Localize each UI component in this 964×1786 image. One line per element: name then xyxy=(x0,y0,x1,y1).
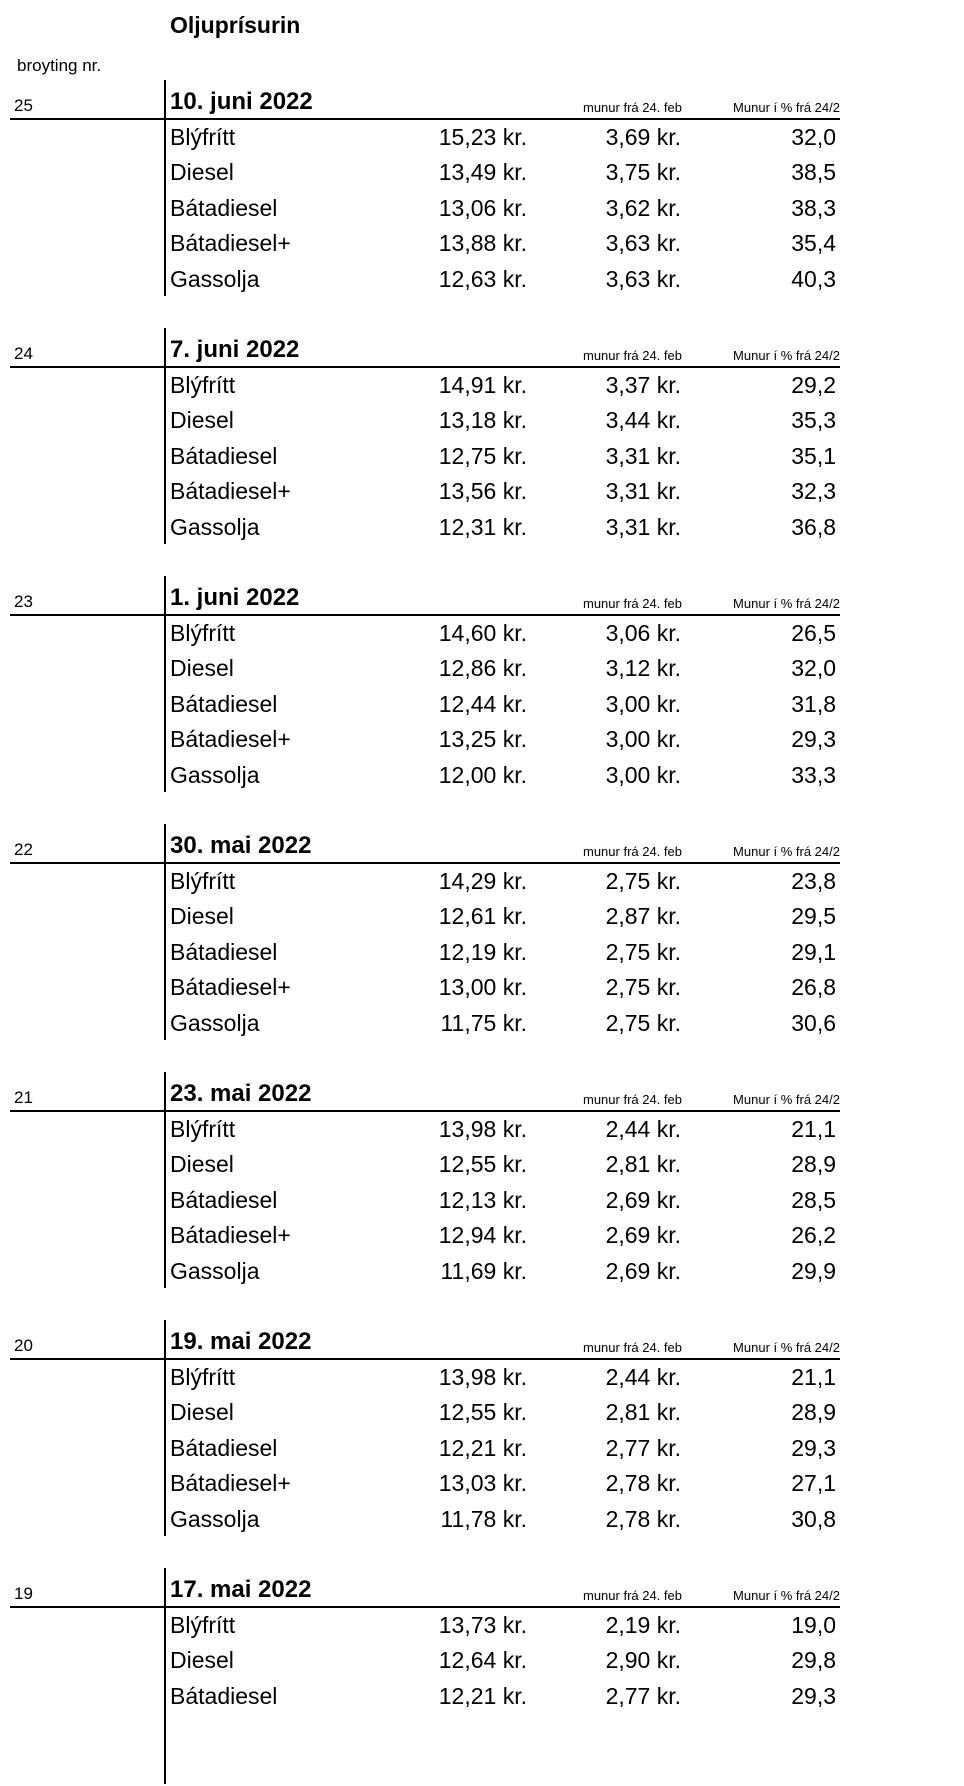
price-difference: 3,63 kr. xyxy=(605,266,681,292)
fuel-name: Blýfrítt xyxy=(170,1364,236,1390)
fuel-name: Diesel xyxy=(170,1647,234,1673)
fuel-row xyxy=(0,1218,964,1253)
price-difference: 3,31 kr. xyxy=(605,443,681,469)
percent-difference: 32,0 xyxy=(791,124,836,150)
fuel-row xyxy=(0,1431,964,1466)
fuel-name: Diesel xyxy=(170,903,234,929)
percent-difference: 21,1 xyxy=(791,1116,836,1142)
fuel-price: 13,56 kr. xyxy=(438,478,527,504)
price-block xyxy=(0,328,964,546)
percent-difference: 30,6 xyxy=(791,1010,836,1036)
fuel-name: Blýfrítt xyxy=(170,1612,236,1638)
fuel-price: 12,31 kr. xyxy=(438,514,527,540)
fuel-name: Bátadiesel+ xyxy=(170,478,291,504)
fuel-price: 13,06 kr. xyxy=(438,195,527,221)
fuel-price: 13,49 kr. xyxy=(438,159,527,185)
block-date: 17. mai 2022 xyxy=(170,1576,312,1603)
fuel-name: Bátadiesel xyxy=(170,1435,278,1461)
percent-difference: 38,3 xyxy=(791,195,836,221)
price-difference: 2,78 kr. xyxy=(605,1470,681,1496)
fuel-price: 14,91 kr. xyxy=(438,372,527,398)
percent-difference: 28,9 xyxy=(791,1399,836,1425)
percent-difference: 28,5 xyxy=(791,1187,836,1213)
block-date: 23. mai 2022 xyxy=(170,1080,312,1107)
price-difference: 2,81 kr. xyxy=(605,1399,681,1425)
fuel-price: 13,25 kr. xyxy=(438,726,527,752)
fuel-name: Gassolja xyxy=(170,1506,260,1532)
price-difference: 2,75 kr. xyxy=(605,1010,681,1036)
price-block xyxy=(0,1072,964,1290)
change-number: 19 xyxy=(14,1584,33,1603)
fuel-name: Bátadiesel xyxy=(170,1683,278,1709)
block-date: 1. juni 2022 xyxy=(170,584,300,611)
change-number: 21 xyxy=(14,1088,33,1107)
fuel-price: 13,18 kr. xyxy=(438,407,527,433)
percent-column-header: Munur í % frá 24/2 xyxy=(733,1588,840,1603)
fuel-name: Bátadiesel xyxy=(170,1187,278,1213)
price-difference: 3,12 kr. xyxy=(605,655,681,681)
fuel-price: 12,00 kr. xyxy=(438,762,527,788)
percent-difference: 19,0 xyxy=(791,1612,836,1638)
price-difference: 3,69 kr. xyxy=(605,124,681,150)
fuel-price: 13,98 kr. xyxy=(438,1364,527,1390)
percent-difference: 35,1 xyxy=(791,443,836,469)
fuel-price: 12,13 kr. xyxy=(438,1187,527,1213)
price-block xyxy=(0,80,964,298)
percent-difference: 29,3 xyxy=(791,1683,836,1709)
price-difference: 2,75 kr. xyxy=(605,868,681,894)
fuel-price: 12,55 kr. xyxy=(438,1151,527,1177)
fuel-name: Gassolja xyxy=(170,514,260,540)
fuel-name: Diesel xyxy=(170,1151,234,1177)
fuel-row xyxy=(0,1466,964,1501)
price-block xyxy=(0,1320,964,1538)
price-difference: 2,44 kr. xyxy=(605,1364,681,1390)
percent-difference: 23,8 xyxy=(791,868,836,894)
fuel-price: 13,98 kr. xyxy=(438,1116,527,1142)
percent-difference: 28,9 xyxy=(791,1151,836,1177)
price-difference: 2,81 kr. xyxy=(605,1151,681,1177)
fuel-name: Bátadiesel xyxy=(170,939,278,965)
diff-column-header: munur frá 24. feb xyxy=(583,348,682,363)
price-difference: 3,63 kr. xyxy=(605,230,681,256)
block-date: 10. juni 2022 xyxy=(170,88,313,115)
block-date: 19. mai 2022 xyxy=(170,1328,312,1355)
fuel-row xyxy=(0,226,964,261)
price-difference: 2,77 kr. xyxy=(605,1435,681,1461)
percent-difference: 35,3 xyxy=(791,407,836,433)
percent-difference: 26,8 xyxy=(791,974,836,1000)
price-difference: 2,87 kr. xyxy=(605,903,681,929)
change-number: 25 xyxy=(14,96,33,115)
fuel-row xyxy=(0,687,964,722)
price-difference: 2,19 kr. xyxy=(605,1612,681,1638)
fuel-row xyxy=(0,758,964,793)
fuel-name: Bátadiesel+ xyxy=(170,230,291,256)
fuel-name: Diesel xyxy=(170,159,234,185)
price-difference: 3,75 kr. xyxy=(605,159,681,185)
price-difference: 2,44 kr. xyxy=(605,1116,681,1142)
fuel-name: Blýfrítt xyxy=(170,372,236,398)
fuel-row xyxy=(0,1395,964,1430)
fuel-row xyxy=(0,368,964,403)
fuel-row xyxy=(0,439,964,474)
percent-column-header: Munur í % frá 24/2 xyxy=(733,596,840,611)
fuel-row xyxy=(0,722,964,757)
percent-difference: 32,3 xyxy=(791,478,836,504)
percent-difference: 30,8 xyxy=(791,1506,836,1532)
percent-difference: 26,5 xyxy=(791,620,836,646)
fuel-name: Blýfrítt xyxy=(170,1116,236,1142)
fuel-price: 12,63 kr. xyxy=(438,266,527,292)
fuel-name: Bátadiesel+ xyxy=(170,1222,291,1248)
percent-difference: 29,5 xyxy=(791,903,836,929)
price-difference: 2,90 kr. xyxy=(605,1647,681,1673)
price-difference: 2,75 kr. xyxy=(605,974,681,1000)
fuel-row xyxy=(0,899,964,934)
fuel-price: 12,19 kr. xyxy=(438,939,527,965)
diff-column-header: munur frá 24. feb xyxy=(583,1588,682,1603)
fuel-price: 11,69 kr. xyxy=(440,1258,527,1284)
fuel-price: 13,88 kr. xyxy=(438,230,527,256)
percent-difference: 26,2 xyxy=(791,1222,836,1248)
percent-difference: 38,5 xyxy=(791,159,836,185)
block-date: 7. juni 2022 xyxy=(170,336,300,363)
price-difference: 3,00 kr. xyxy=(605,762,681,788)
fuel-row xyxy=(0,1147,964,1182)
fuel-price: 13,73 kr. xyxy=(438,1612,527,1638)
fuel-name: Gassolja xyxy=(170,1258,260,1284)
change-number: 20 xyxy=(14,1336,33,1355)
fuel-price: 12,55 kr. xyxy=(438,1399,527,1425)
fuel-row xyxy=(0,935,964,970)
fuel-row xyxy=(0,1360,964,1395)
fuel-row xyxy=(0,1112,964,1147)
price-difference: 2,77 kr. xyxy=(605,1683,681,1709)
percent-difference: 29,9 xyxy=(791,1258,836,1284)
fuel-row xyxy=(0,191,964,226)
fuel-row xyxy=(0,403,964,438)
fuel-name: Diesel xyxy=(170,1399,234,1425)
price-block xyxy=(0,824,964,1042)
fuel-row xyxy=(0,970,964,1005)
percent-difference: 33,3 xyxy=(791,762,836,788)
fuel-price: 12,86 kr. xyxy=(438,655,527,681)
fuel-row xyxy=(0,651,964,686)
percent-difference: 29,3 xyxy=(791,1435,836,1461)
fuel-price: 12,64 kr. xyxy=(438,1647,527,1673)
fuel-price: 14,60 kr. xyxy=(438,620,527,646)
fuel-price: 13,03 kr. xyxy=(438,1470,527,1496)
change-number: 22 xyxy=(14,840,33,859)
fuel-row xyxy=(0,1502,964,1537)
percent-difference: 40,3 xyxy=(791,266,836,292)
price-difference: 3,06 kr. xyxy=(605,620,681,646)
fuel-name: Diesel xyxy=(170,407,234,433)
percent-column-header: Munur í % frá 24/2 xyxy=(733,1340,840,1355)
diff-column-header: munur frá 24. feb xyxy=(583,596,682,611)
percent-difference: 27,1 xyxy=(791,1470,836,1496)
price-difference: 3,00 kr. xyxy=(605,726,681,752)
percent-difference: 31,8 xyxy=(791,691,836,717)
fuel-price: 12,21 kr. xyxy=(438,1435,527,1461)
fuel-row xyxy=(0,1183,964,1218)
fuel-name: Bátadiesel xyxy=(170,195,278,221)
change-number: 23 xyxy=(14,592,33,611)
price-difference: 3,37 kr. xyxy=(605,372,681,398)
percent-difference: 36,8 xyxy=(791,514,836,540)
fuel-name: Blýfrítt xyxy=(170,868,236,894)
broyting-label: broyting nr. xyxy=(17,56,102,75)
percent-difference: 29,1 xyxy=(791,939,836,965)
fuel-row xyxy=(0,1006,964,1041)
fuel-name: Blýfrítt xyxy=(170,620,236,646)
percent-difference: 21,1 xyxy=(791,1364,836,1390)
price-difference: 3,44 kr. xyxy=(605,407,681,433)
diff-column-header: munur frá 24. feb xyxy=(583,1340,682,1355)
fuel-name: Bátadiesel+ xyxy=(170,974,291,1000)
fuel-row xyxy=(0,262,964,297)
fuel-price: 12,44 kr. xyxy=(438,691,527,717)
change-number: 24 xyxy=(14,344,33,363)
fuel-row xyxy=(0,1254,964,1289)
percent-difference: 32,0 xyxy=(791,655,836,681)
percent-difference: 29,2 xyxy=(791,372,836,398)
percent-difference: 29,3 xyxy=(791,726,836,752)
diff-column-header: munur frá 24. feb xyxy=(583,1092,682,1107)
price-difference: 3,31 kr. xyxy=(605,478,681,504)
price-difference: 3,62 kr. xyxy=(605,195,681,221)
fuel-name: Gassolja xyxy=(170,1010,260,1036)
fuel-row xyxy=(0,1679,964,1714)
percent-column-header: Munur í % frá 24/2 xyxy=(733,348,840,363)
percent-difference: 29,8 xyxy=(791,1647,836,1673)
fuel-name: Blýfrítt xyxy=(170,124,236,150)
fuel-price: 13,00 kr. xyxy=(438,974,527,1000)
diff-column-header: munur frá 24. feb xyxy=(583,100,682,115)
fuel-row xyxy=(0,120,964,155)
price-block xyxy=(0,576,964,794)
fuel-name: Gassolja xyxy=(170,266,260,292)
price-difference: 2,69 kr. xyxy=(605,1187,681,1213)
fuel-name: Bátadiesel+ xyxy=(170,1470,291,1496)
fuel-row xyxy=(0,510,964,545)
fuel-price: 15,23 kr. xyxy=(438,124,527,150)
fuel-row xyxy=(0,155,964,190)
percent-column-header: Munur í % frá 24/2 xyxy=(733,100,840,115)
fuel-row xyxy=(0,1608,964,1643)
fuel-row xyxy=(0,616,964,651)
fuel-name: Bátadiesel xyxy=(170,691,278,717)
price-difference: 2,69 kr. xyxy=(605,1222,681,1248)
percent-difference: 35,4 xyxy=(791,230,836,256)
price-block xyxy=(0,1568,964,1786)
price-difference: 2,69 kr. xyxy=(605,1258,681,1284)
price-difference: 3,00 kr. xyxy=(605,691,681,717)
fuel-name: Bátadiesel+ xyxy=(170,726,291,752)
fuel-price: 11,78 kr. xyxy=(440,1506,527,1532)
fuel-row xyxy=(0,474,964,509)
fuel-row xyxy=(0,864,964,899)
price-difference: 2,75 kr. xyxy=(605,939,681,965)
percent-column-header: Munur í % frá 24/2 xyxy=(733,1092,840,1107)
diff-column-header: munur frá 24. feb xyxy=(583,844,682,859)
fuel-price: 12,61 kr. xyxy=(438,903,527,929)
fuel-name: Bátadiesel xyxy=(170,443,278,469)
fuel-name: Gassolja xyxy=(170,762,260,788)
fuel-price: 11,75 kr. xyxy=(440,1010,527,1036)
block-date: 30. mai 2022 xyxy=(170,832,312,859)
fuel-name: Diesel xyxy=(170,655,234,681)
percent-column-header: Munur í % frá 24/2 xyxy=(733,844,840,859)
price-difference: 2,78 kr. xyxy=(605,1506,681,1532)
price-difference: 3,31 kr. xyxy=(605,514,681,540)
fuel-row xyxy=(0,1643,964,1678)
fuel-price: 12,75 kr. xyxy=(438,443,527,469)
page-title: Oljuprísurin xyxy=(170,12,301,38)
fuel-price: 12,94 kr. xyxy=(438,1222,527,1248)
fuel-price: 14,29 kr. xyxy=(438,868,527,894)
fuel-price: 12,21 kr. xyxy=(438,1683,527,1709)
